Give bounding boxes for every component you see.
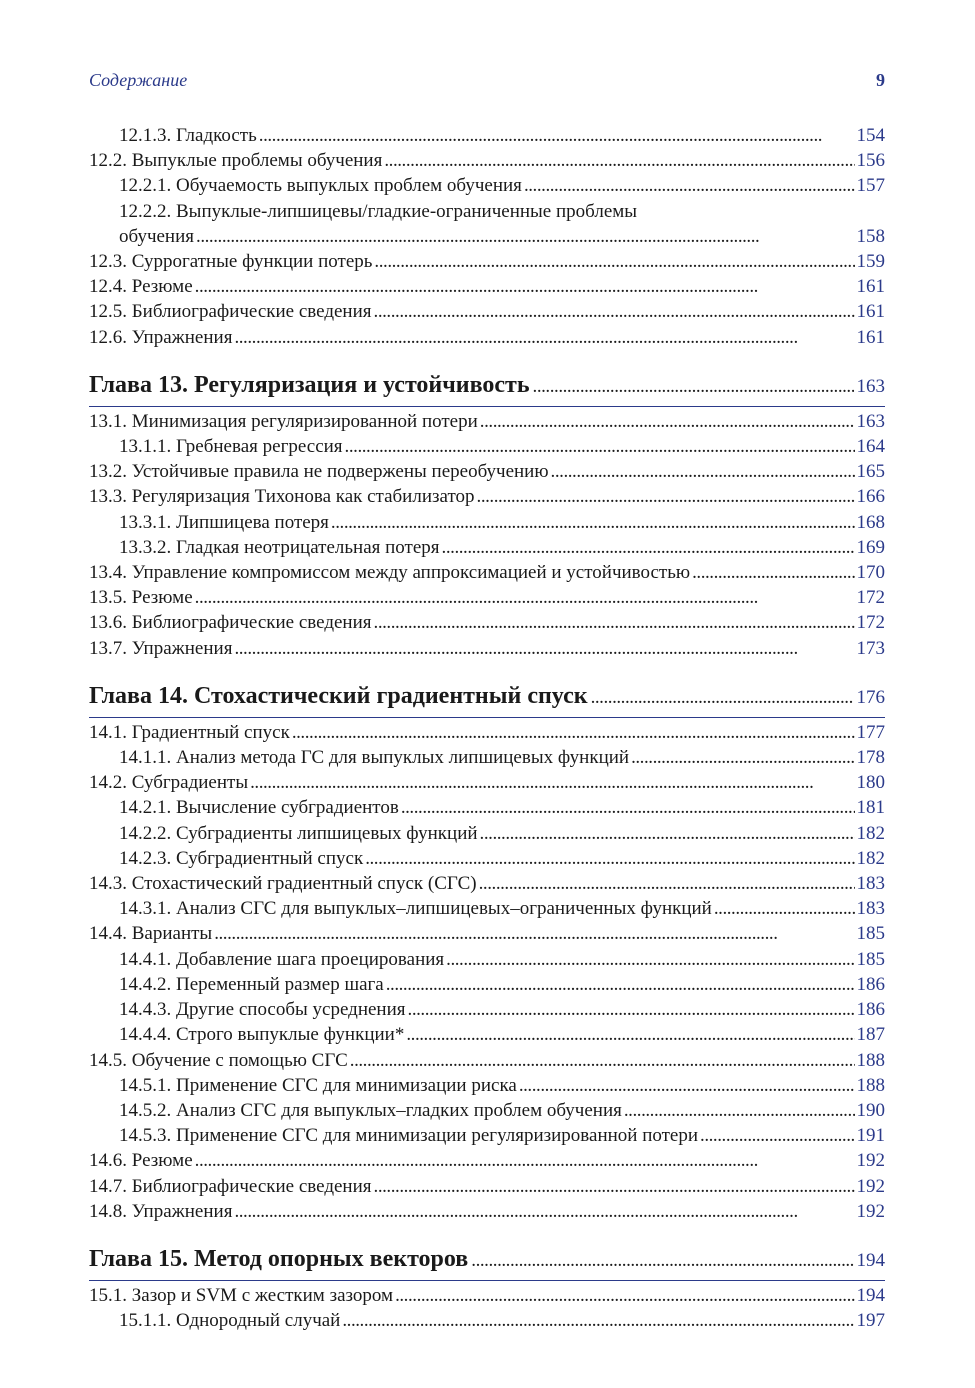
leader-dots [442, 535, 855, 560]
toc-entry-label: 14.4.2. Переменный размер шага [119, 973, 384, 995]
toc-entry-label: 15.1. Зазор и SVM с жестким зазором [89, 1284, 394, 1306]
toc-entry-page: 172 [856, 612, 885, 634]
leader-dots [631, 745, 854, 770]
toc-entry-label: 14.3. Стохастический градиентный спуск (СГС) [89, 873, 477, 895]
toc-entry[interactable] [89, 249, 885, 274]
leader-dots [259, 123, 855, 148]
leader-dots [479, 871, 855, 896]
toc-entry-page: 191 [856, 1125, 885, 1147]
chapter-rule [89, 1280, 885, 1281]
leader-dots [692, 560, 854, 585]
leader-dots [292, 720, 855, 745]
toc-entry-page: 161 [856, 276, 885, 298]
toc-entry[interactable] [89, 997, 885, 1022]
leader-dots [519, 1073, 855, 1098]
toc-entry-page: 164 [856, 436, 885, 458]
toc-entry-page: 173 [856, 637, 885, 659]
toc-entry-page: 166 [856, 486, 885, 508]
leader-dots [331, 510, 855, 535]
toc-entry-page: 169 [856, 536, 885, 558]
toc-entry-label: 12.4. Резюме [89, 276, 193, 298]
toc-entry-page: 182 [856, 822, 885, 844]
leader-dots [234, 325, 854, 350]
toc-entry-label: 13.3.1. Липшицева потеря [119, 511, 329, 533]
toc-entry[interactable] [89, 1148, 885, 1173]
toc-entry-label: 14.1.1. Анализ метода ГС для выпуклых липшицевых функций [119, 747, 630, 769]
chapter-page: 163 [856, 375, 885, 397]
page-header [89, 70, 885, 96]
leader-dots [700, 1123, 854, 1148]
toc-entry-page: 161 [856, 301, 885, 323]
leader-dots [395, 1283, 854, 1308]
leader-dots [195, 585, 855, 610]
toc-entry-label: 13.4. Управление компромиссом между аппроксимацией и устойчивостью [89, 562, 691, 584]
toc-entry[interactable] [89, 434, 885, 459]
leader-dots [477, 484, 855, 509]
leader-dots [350, 1048, 855, 1073]
toc-entry[interactable] [89, 636, 885, 661]
toc-entry-page: 177 [856, 721, 885, 743]
leader-dots [480, 821, 855, 846]
leader-dots [374, 249, 854, 274]
leader-dots [374, 1174, 855, 1199]
toc-entry-label: 14.5. Обучение с помощью СГС [89, 1049, 348, 1071]
toc-entry[interactable] [89, 896, 885, 921]
toc-entry-page: 165 [856, 461, 885, 483]
toc-entry[interactable] [89, 299, 885, 324]
leader-dots [524, 173, 855, 198]
toc-entry[interactable] [89, 1283, 885, 1308]
toc-entry[interactable] [89, 610, 885, 635]
toc-entry-page: 159 [856, 251, 885, 273]
toc-entry-label: 14.6. Резюме [89, 1150, 193, 1172]
toc-entry-page: 161 [856, 326, 885, 348]
toc-entry[interactable] [89, 459, 885, 484]
toc-entry-page: 186 [856, 973, 885, 995]
toc-entry[interactable] [89, 173, 885, 198]
chapter-rule [89, 406, 885, 407]
toc-entry[interactable] [89, 947, 885, 972]
toc-entry[interactable] [89, 1308, 885, 1333]
leader-dots [480, 409, 855, 434]
toc-section-15 [89, 1283, 885, 1333]
toc-entry[interactable] [89, 972, 885, 997]
toc-entry-label: 13.3.2. Гладкая неотрицательная потеря [119, 536, 440, 558]
toc-entry-page: 158 [856, 225, 885, 247]
toc-entry-page: 186 [856, 999, 885, 1021]
toc-entry-label: 14.1. Градиентный спуск [89, 721, 290, 743]
leader-dots [342, 1308, 854, 1333]
toc-entry-label: 13.3. Регуляризация Тихонова как стабилизатор [89, 486, 475, 508]
toc-entry-page: 187 [856, 1024, 885, 1046]
toc-entry[interactable] [89, 148, 885, 173]
toc-entry-label: 14.5.3. Применение СГС для минимизации регуляризированной потери [119, 1125, 699, 1147]
toc-entry[interactable] [89, 510, 885, 535]
toc-entry-label: 14.8. Упражнения [89, 1200, 233, 1222]
leader-dots [250, 770, 854, 795]
leader-dots [471, 1246, 853, 1276]
toc-entry-label: 13.1.1. Гребневая регрессия [119, 436, 343, 458]
chapter-14-heading[interactable] [89, 681, 885, 713]
leader-dots [374, 610, 855, 635]
toc-entry-page: 182 [856, 847, 885, 869]
toc-entry-label: 14.4.1. Добавление шага проецирования [119, 948, 445, 970]
leader-dots [591, 683, 854, 713]
toc-entry[interactable] [89, 795, 885, 820]
toc-entry[interactable] [89, 199, 885, 249]
toc-entry-label: 12.2. Выпуклые проблемы обучения [89, 150, 383, 172]
leader-dots [374, 299, 855, 324]
toc-section-12 [89, 123, 885, 350]
toc-entry[interactable] [89, 1022, 885, 1047]
toc-entry-page: 185 [856, 923, 885, 945]
toc-entry-label: 14.2.2. Субградиенты липшицевых функций [119, 822, 478, 844]
leader-dots [401, 795, 855, 820]
toc-entry-label: 15.1.1. Однородный случай [119, 1310, 341, 1332]
toc-entry[interactable] [89, 745, 885, 770]
running-title: Содержание [89, 70, 188, 90]
toc-entry-label: 14.2. Субградиенты [89, 772, 249, 794]
leader-dots [714, 896, 855, 921]
leader-dots [234, 1199, 854, 1224]
toc-section-14 [89, 720, 885, 1224]
leader-dots [408, 997, 855, 1022]
toc-entry-label: 14.5.1. Применение СГС для минимизации риска [119, 1074, 517, 1096]
leader-dots [214, 921, 854, 946]
chapter-title: Глава 14. Стохастический градиентный спуск [89, 682, 588, 709]
toc-entry[interactable] [89, 1123, 885, 1148]
toc-entry-page: 194 [856, 1284, 885, 1306]
page-number: 9 [876, 70, 885, 90]
toc-entry-label-cont: обучения [119, 225, 195, 247]
toc-entry-label: 14.5.2. Анализ СГС для выпуклых–гладких проблем обучения [119, 1099, 622, 1121]
toc-entry-continuation [119, 224, 885, 249]
toc-entry[interactable] [89, 274, 885, 299]
toc-entry-label: 12.1.3. Гладкость [119, 125, 257, 146]
toc-entry-page: 154 [856, 125, 885, 146]
leader-dots [386, 972, 855, 997]
toc-entry-page: 188 [856, 1049, 885, 1071]
toc-entry-page: 197 [856, 1310, 885, 1332]
leader-dots [533, 372, 854, 402]
toc-entry-label: 12.2.1. Обучаемость выпуклых проблем обучения [119, 175, 522, 197]
toc-entry-label: 12.2.2. Выпуклые-липшицевы/гладкие-ограниченные проблемы [119, 200, 638, 222]
toc-entry[interactable] [89, 535, 885, 560]
toc-entry-page: 170 [856, 562, 885, 584]
toc-entry-page: 192 [856, 1200, 885, 1222]
toc-entry[interactable] [89, 123, 885, 148]
toc-entry-label: 14.4. Варианты [89, 923, 213, 945]
toc-entry-page: 168 [856, 511, 885, 533]
chapter-page: 176 [856, 686, 885, 708]
toc-entry-label: 12.5. Библиографические сведения [89, 301, 372, 323]
toc-entry-label: 12.6. Упражнения [89, 326, 233, 348]
leader-dots [196, 224, 854, 249]
table-of-contents [89, 123, 885, 1333]
toc-entry[interactable] [89, 821, 885, 846]
toc-entry-page: 178 [856, 747, 885, 769]
leader-dots [234, 636, 854, 661]
leader-dots [406, 1022, 854, 1047]
toc-entry-page: 183 [856, 898, 885, 920]
toc-entry[interactable] [89, 1048, 885, 1073]
toc-entry-label: 13.1. Минимизация регуляризированной потери [89, 410, 478, 432]
toc-entry[interactable] [89, 409, 885, 434]
toc-entry-page: 192 [856, 1175, 885, 1197]
toc-entry-page: 156 [856, 150, 885, 172]
leader-dots [551, 459, 855, 484]
toc-section-13 [89, 409, 885, 661]
chapter-title: Глава 13. Регуляризация и устойчивость [89, 371, 530, 398]
leader-dots [365, 846, 854, 871]
toc-entry-page: 181 [856, 797, 885, 819]
toc-entry-label: 14.4.4. Строго выпуклые функции* [119, 1024, 405, 1046]
chapter-page: 194 [856, 1249, 885, 1271]
toc-entry-page: 157 [856, 175, 885, 197]
toc-entry[interactable] [89, 325, 885, 350]
toc-entry[interactable] [89, 585, 885, 610]
toc-entry-page: 190 [856, 1099, 885, 1121]
toc-entry[interactable] [89, 720, 885, 745]
chapter-rule [89, 717, 885, 718]
toc-entry[interactable] [89, 560, 885, 585]
leader-dots [384, 148, 854, 173]
leader-dots [345, 434, 855, 459]
leader-dots [195, 274, 855, 299]
toc-entry-label: 14.3.1. Анализ СГС для выпуклых–липшицевых–ограниченных функций [119, 898, 712, 920]
toc-entry[interactable] [89, 921, 885, 946]
toc-entry-label: 14.7. Библиографические сведения [89, 1175, 372, 1197]
toc-entry-page: 188 [856, 1074, 885, 1096]
toc-entry-page: 163 [856, 410, 885, 432]
leader-dots [446, 947, 854, 972]
toc-entry[interactable] [89, 846, 885, 871]
toc-entry-page: 172 [856, 587, 885, 609]
leader-dots [195, 1148, 855, 1173]
toc-entry-page: 192 [856, 1150, 885, 1172]
toc-entry[interactable] [89, 484, 885, 509]
toc-entry[interactable] [89, 1174, 885, 1199]
toc-entry-page: 180 [856, 772, 885, 794]
toc-entry-label: 13.6. Библиографические сведения [89, 612, 372, 634]
leader-dots [624, 1098, 855, 1123]
chapter-15-heading[interactable] [89, 1244, 885, 1276]
toc-entry-label: 14.2.3. Субградиентный спуск [119, 847, 364, 869]
toc-entry-page: 183 [856, 873, 885, 895]
toc-entry-label: 13.7. Упражнения [89, 637, 233, 659]
toc-entry-label: 13.5. Резюме [89, 587, 193, 609]
toc-entry-label: 14.4.3. Другие способы усреднения [119, 999, 406, 1021]
toc-entry-label: 13.2. Устойчивые правила не подвержены переобучению [89, 461, 549, 483]
toc-entry-page: 185 [856, 948, 885, 970]
toc-entry-label: 14.2.1. Вычисление субградиентов [119, 797, 399, 819]
toc-entry[interactable] [89, 770, 885, 795]
chapter-title: Глава 15. Метод опорных векторов [89, 1245, 469, 1272]
chapter-13-heading[interactable] [89, 370, 885, 402]
toc-entry[interactable] [89, 1098, 885, 1123]
toc-entry[interactable] [89, 1073, 885, 1098]
toc-entry[interactable] [89, 1199, 885, 1224]
toc-entry-label: 12.3. Суррогатные функции потерь [89, 251, 373, 273]
toc-entry[interactable] [89, 871, 885, 896]
